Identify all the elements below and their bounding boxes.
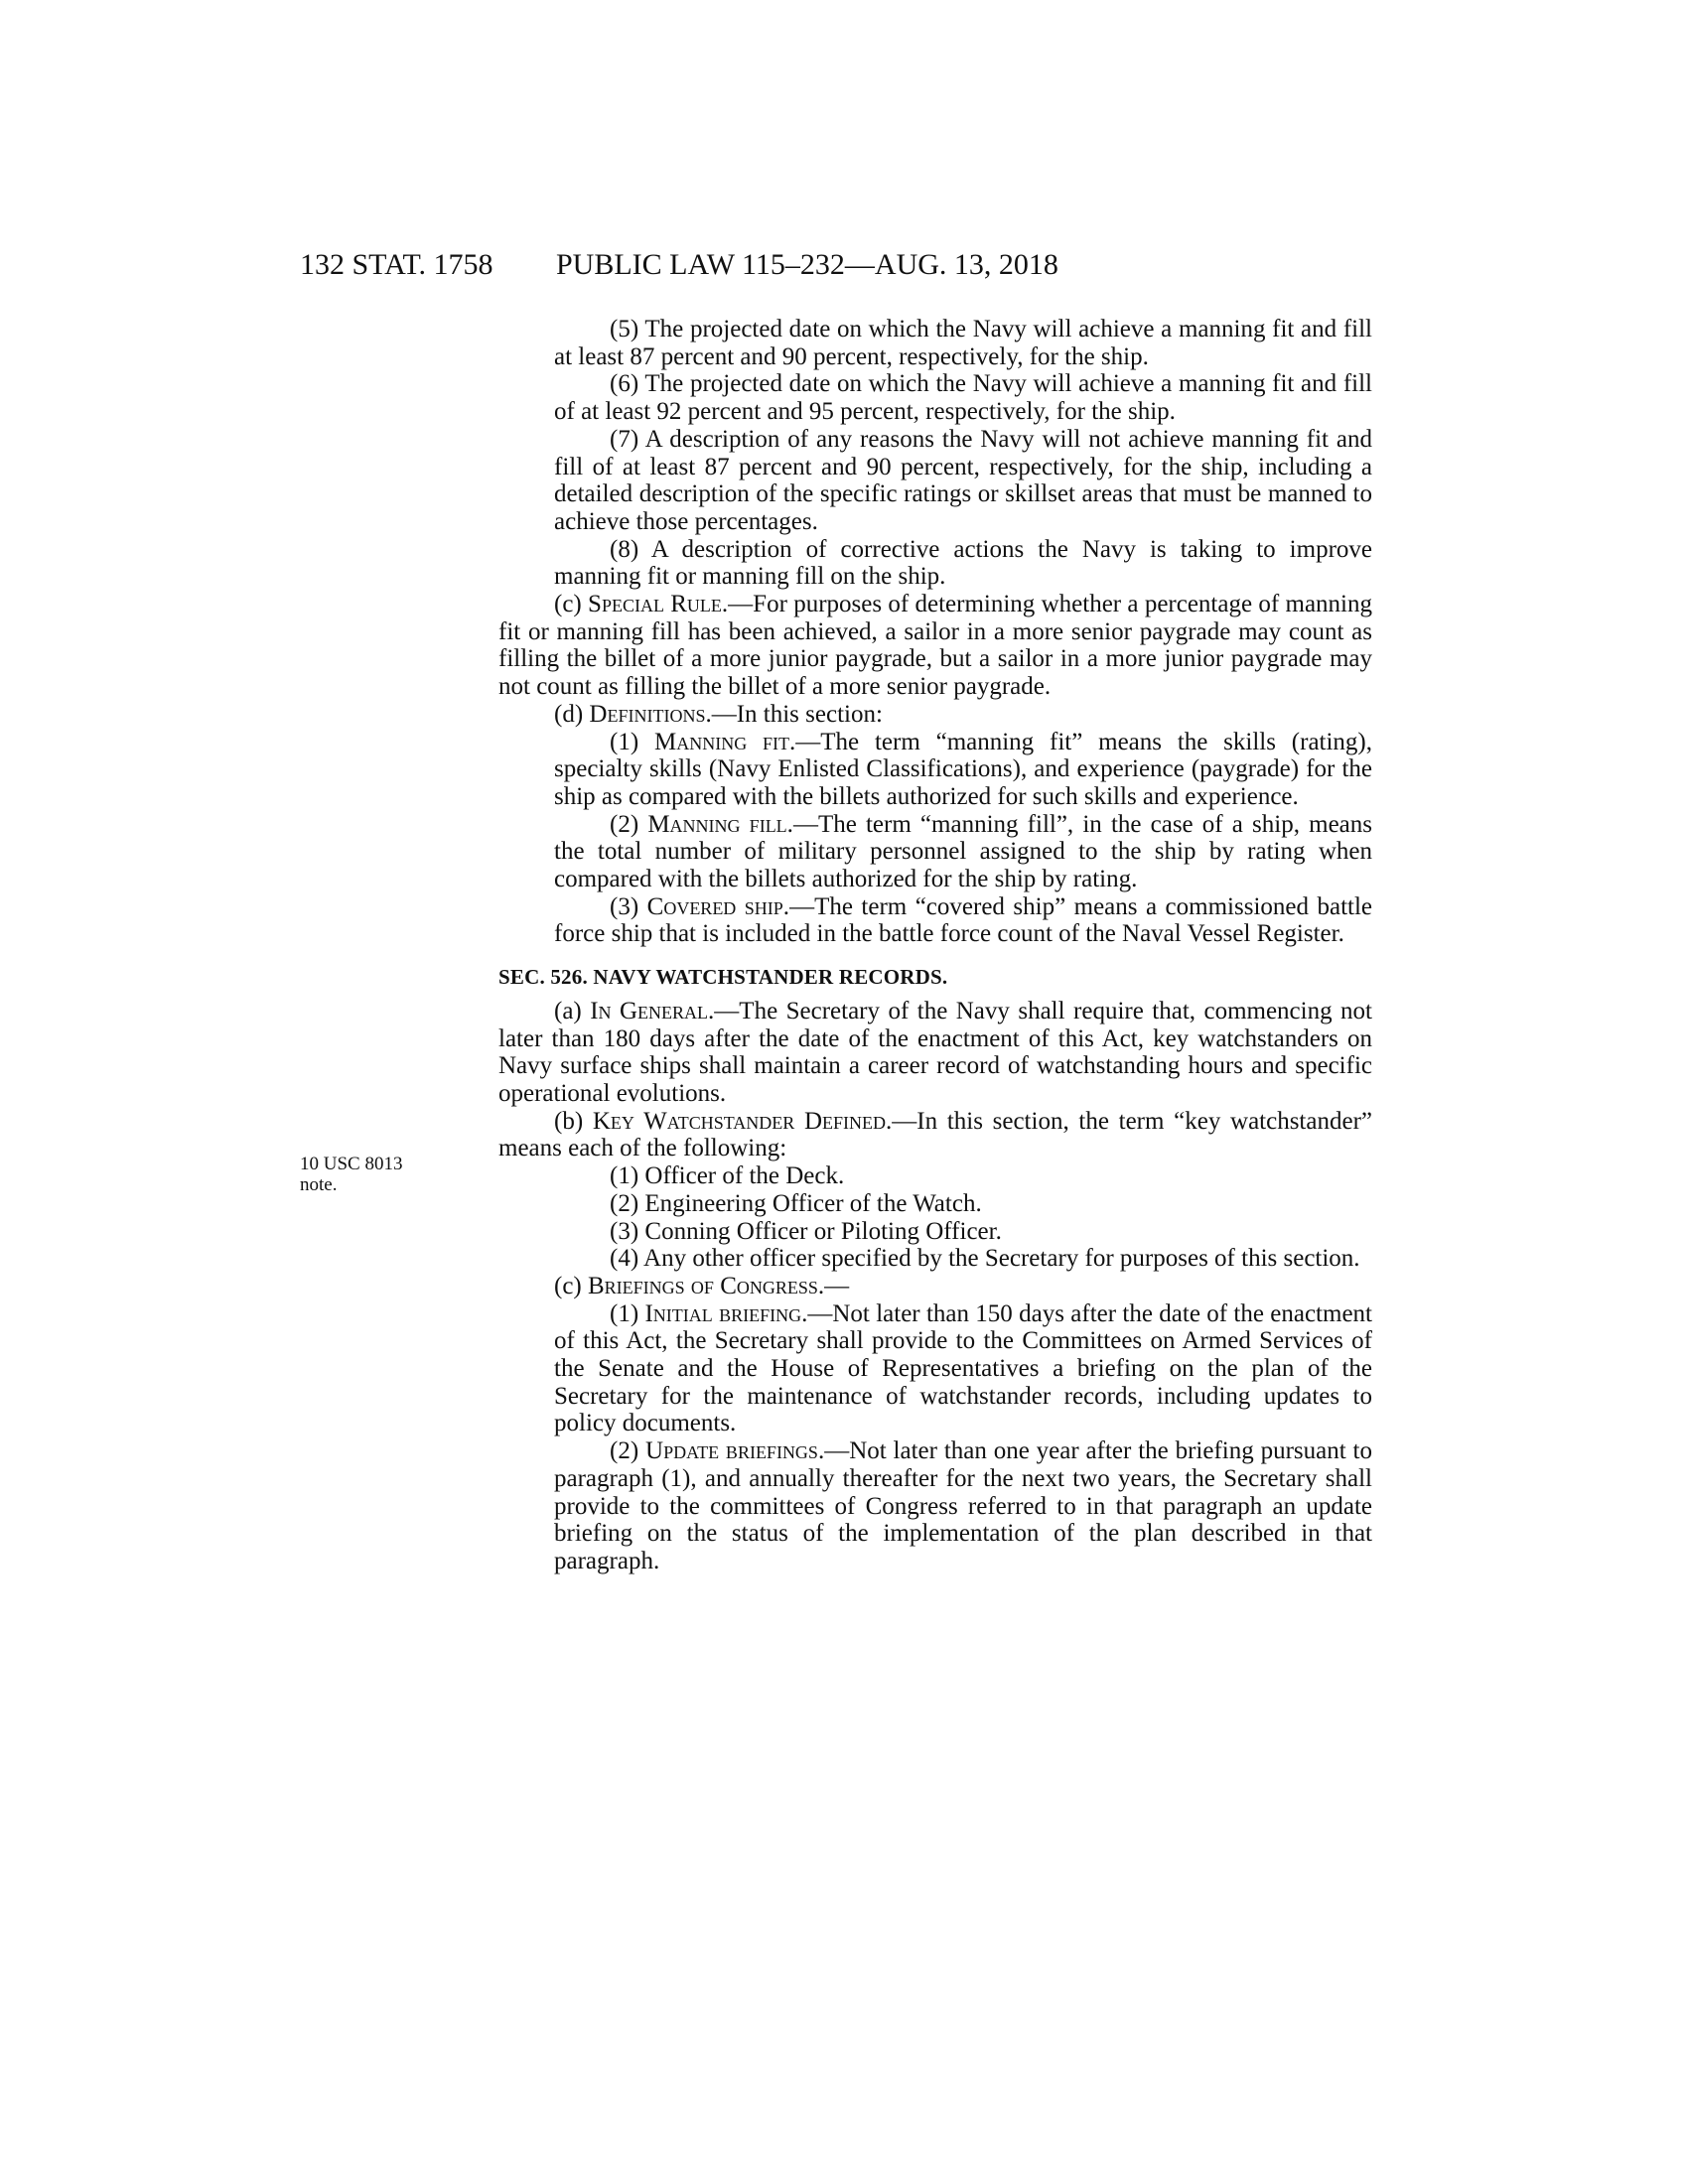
watchstander-item-3: (3) Conning Officer or Piloting Officer. bbox=[610, 1217, 1002, 1245]
watchstander-item-2: (2) Engineering Officer of the Watch. bbox=[610, 1189, 982, 1217]
subsection-c-text: —For purposes of determining whether a percentage of manning fit or manning fill has been achieved, a sailor in a more senior paygrade may count as filling the billet of a more junior paygrade, but a sailor in a more junior paygrade may not count as filling the billet of a more senior paygrade. bbox=[498, 591, 1372, 701]
update-briefings-prefix: (2) bbox=[610, 1437, 646, 1465]
definition-manning-fill bbox=[498, 811, 1372, 893]
subsection-d-heading: Definitions. bbox=[589, 700, 712, 728]
subsection-c-special-rule bbox=[498, 591, 1372, 701]
initial-briefing-prefix: (1) bbox=[610, 1299, 645, 1327]
subsection-c2-text: — bbox=[824, 1272, 850, 1299]
definition-1-heading: Manning fit. bbox=[653, 728, 796, 755]
definition-1-text: —The term “manning fit” means the skills (rating), specialty skills (Navy Enlisted Classifications), and experience (paygrade) for the ship as compared with the billets authorized for such skills and experience. bbox=[554, 728, 1373, 810]
subsection-d-prefix: (d) bbox=[554, 700, 590, 728]
watchstander-item-1: (1) Officer of the Deck. bbox=[610, 1162, 845, 1190]
section-526-subsection-b bbox=[498, 1108, 1372, 1162]
subsection-b-heading: Key Watchstander Defined. bbox=[592, 1107, 893, 1135]
definition-3-heading: Covered ship. bbox=[646, 892, 790, 920]
definition-3-prefix: (3) bbox=[610, 892, 647, 920]
subsection-b-prefix: (b) bbox=[554, 1107, 593, 1135]
initial-briefing-heading: Initial briefing. bbox=[644, 1299, 808, 1327]
statute-body bbox=[498, 316, 1372, 1575]
definition-3-text: —The term “covered ship” means a commissioned battle force ship that is included in the battle force count of the Naval Vessel Register. bbox=[554, 892, 1373, 948]
subsection-c-heading: Special Rule. bbox=[588, 591, 729, 618]
initial-briefing-text: —Not later than 150 days after the date of the enactment of this Act, the Secretary shall provide to the Committees on Armed Services of the Senate and the House of Representatives a briefing on the plan of the Secretary for the maintenance of watchstander records, including updates to policy documents. bbox=[554, 1299, 1372, 1437]
page-header bbox=[0, 248, 1688, 288]
paragraph-8: (8) A description of corrective actions the Navy is taking to improve manning fit or manning fill on the ship. bbox=[554, 535, 1372, 591]
margin-note-line-1: 10 USC 8013 bbox=[300, 1154, 403, 1174]
subsection-a-text: —The Secretary of the Navy shall require that, commencing not later than 180 days after the date of the enactment of this Act, key watchstanders on Navy surface ships shall maintain a career record of watchstanding hours and specific operational evolutions. bbox=[498, 997, 1372, 1107]
margin-note-line-2: note. bbox=[300, 1174, 338, 1195]
paragraph-6: (6) The projected date on which the Navy will achieve a manning fit and fill of at least 92 percent and 95 percent, respectively, for the ship. bbox=[554, 370, 1372, 426]
paragraph-5: (5) The projected date on which the Navy will achieve a manning fit and fill at least 87 percent and 90 percent, respectively, for the ship. bbox=[554, 316, 1372, 370]
definition-2-prefix: (2) bbox=[610, 810, 648, 838]
subsection-c-prefix: (c) bbox=[554, 591, 589, 618]
section-526-subsection-c bbox=[498, 1273, 1372, 1300]
definition-2-heading: Manning fill. bbox=[647, 810, 793, 838]
update-briefings-text: —Not later than one year after the briefing pursuant to paragraph (1), and annually thereafter for the next two years, the Secretary shall provide to the committees of Congress referred to in that paragraph an update briefing on the status of the implementation of the plan described in that paragraph. bbox=[554, 1437, 1373, 1574]
section-526-subsection-a bbox=[498, 998, 1372, 1108]
initial-briefing-paragraph bbox=[498, 1300, 1372, 1438]
subsection-c2-prefix: (c) bbox=[554, 1272, 588, 1299]
subsection-a-prefix: (a) bbox=[554, 997, 591, 1024]
paragraph-7: (7) A description of any reasons the Navy will not achieve manning fit and fill of at least 87 percent and 90 percent, respectively, for the ship, including a detailed description of the specific ratings or skillset areas that must be manned to achieve those percentages. bbox=[554, 425, 1372, 535]
definition-covered-ship bbox=[498, 893, 1372, 948]
section-526-title: SEC. 526. NAVY WATCHSTANDER RECORDS. bbox=[498, 965, 948, 990]
running-title: PUBLIC LAW 115–232—AUG. 13, 2018 bbox=[556, 248, 1058, 281]
definition-manning-fit bbox=[498, 729, 1372, 811]
subsection-d-definitions bbox=[498, 701, 1372, 729]
watchstander-item-4: (4) Any other officer specified by the Secretary for purposes of this section. bbox=[610, 1245, 1360, 1273]
subsection-a-heading: In General. bbox=[590, 997, 715, 1024]
subsection-b-text: —In this section, the term “key watchstander” means each of the following: bbox=[498, 1107, 1372, 1162]
definition-2-text: —The term “manning fill”, in the case of a ship, means the total number of military personnel assigned to the ship by rating when compared with the billets authorized for the ship by rating. bbox=[554, 810, 1372, 893]
update-briefings-heading: Update briefings. bbox=[645, 1437, 825, 1465]
subsection-c2-heading: Briefings of Congress. bbox=[588, 1272, 825, 1299]
update-briefings-paragraph bbox=[498, 1437, 1372, 1575]
definition-1-prefix: (1) bbox=[610, 728, 654, 755]
subsection-d-text: —In this section: bbox=[711, 700, 883, 728]
margin-citation-note bbox=[300, 1154, 429, 1195]
statute-page-reference: 132 STAT. 1758 bbox=[300, 248, 493, 281]
